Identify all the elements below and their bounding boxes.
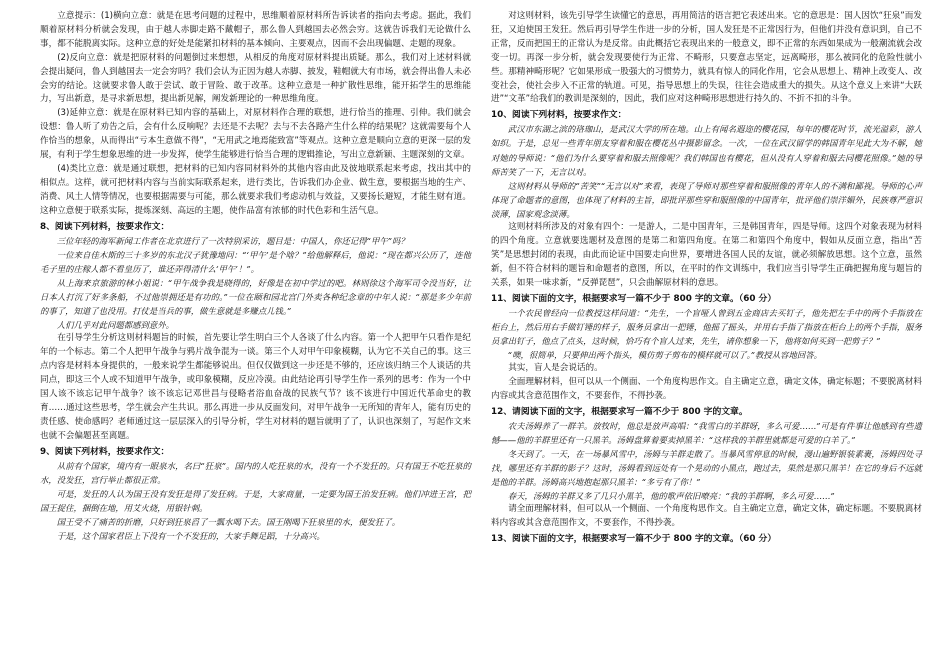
material-paragraph: 从上海来京旅游的林小姐说：“甲午战争我是晓得的，好像是在初中学过的吧。林则徐这个海军司令没当好，让日本人打沉了好多条船，不过他崇拥还是有功的。”一位在颐和园北宫门外卖各种纪念章的中年人说：“那是多少年前的事了，知道了也没用。打仗是当兵的事，做生意就是多赚点儿钱。” <box>40 277 471 317</box>
material-paragraph: 一个农民曾经向一位教授这样问道：“先生，一个盲哑人曾到五金商店去买钉子，他先把左手中的两个手指放在柜台上，然后用右手做钉锤的样子，服务员拿出一把锤，他摇了摇头，并用右手指了指放在柜台上的两个手指，服务员拿出钉子，他点了点头，这时候，恰巧有个盲人过来，先生，请你想象一下，他将如何买到一把剪子？” <box>491 307 922 346</box>
material-paragraph: 一位来自佳木斯的三十多岁的东北汉子犹豫地问：“‘甲午’是个啥？”给他解释后，他说：“现在都兴公历了，连他毛子里的庄稼人都不看皇历了，谁还弄得清什么‘甲午’！”。 <box>40 249 471 274</box>
material-paragraph: 春天，汤姆的羊群又多了几只小黑羊，他的歌声依旧嘹亮：“我的羊群啊，多么可爱……” <box>507 491 835 502</box>
question-heading: 8、阅读下列材料，按要求作文： <box>40 221 170 232</box>
question-heading: 11、阅读下面的文字，根据要求写一篇不少于 800 字的文章。（60 分） <box>491 293 777 304</box>
material-paragraph: 冬天到了。一天，在一场暴风雪中，汤姆与羊群走散了。当暴风雪停息的时候，漫山遍野银装素裹，汤姆四处寻找，哪里还有羊群的影子？这时，汤姆看到远处有一个晃动的小黑点，跑过去，果然是那只黑羊！在它的身后不远就是他的羊群。汤姆高兴地抱起那只黑羊：“多亏有了你！” <box>491 448 922 487</box>
paragraph: 对这则材料，该先引导学生读懂它的意思，再用简洁的语言把它表述出来。它的意思是：国人因饮“狂泉”而发狂，又迫使国王发狂。然后再引导学生作进一步的分析，国人发狂是不正常因行为，但他们并没有意识到，自己不正常，反而把国王的正常认为是反常。由此概括它表现出来的一般意义，即不正常的东西如果成为一般潮流就会改变一切。再深一步分析，就会发现要使行为正常、不畸形，只要意志坚定，远离畸形，那么被同化的危险性就小些。那精神畸形呢？它如果形成一股强大的习惯势力，就具有惊人的同化作用，它会从思想上、精神上改变人、改变社会，使社会步入不正常的轨道。可见，指导思想上的失误，往往会造成重大的损失。从这个意义上来讲“大跃进”“文革”给我们的教训是深刻的，因此，我们应对这种畸形思想进行持久的、不折不扣的斗争。 <box>491 11 922 105</box>
paragraph: 立意提示：(1)横向立意：就是在思考问题的过程中，思维顺着原材料所告诉读者的指向去考虑。据此，我们顺着原材料分析就会发现，由于越人赤脚走路不戴帽子，那么鲁人到越国去必然会穷。这就告诉我们无论做什么事，都不能脱离实际。这种立意的好处是能紧扣材料的基本倾向、主要观点，因而不会出现偏题、走题的现象。 <box>40 11 471 49</box>
material-paragraph: 这则材料从导师的“苦笑”“无言以对”来看，表现了导师对那些穿着和服照像的青年人的不满和鄙视。导师的心声体现了命题者的意图，也体现了材料的主旨，即批评那些穿和服照像的中国青年，批评他们崇洋媚外，民族尊严意识淡薄，国家观念淡薄。 <box>491 180 922 219</box>
material-paragraph: 从前有个国家，境内有一眼泉水，名曰“狂泉”。国内的人吃狂泉的水，没有一个不发狂的。只有国王不吃狂泉的水，没发狂，宫行举止都很正常。 <box>40 460 471 485</box>
question-heading: 9、阅读下列材料，按要求作文： <box>40 446 170 457</box>
question-heading: 13、阅读下面的文字，根据要求写一篇不少于 800 字的文章。（60 分） <box>491 534 777 544</box>
material-paragraph: 于是，这个国家君臣上下没有一个不发狂的，大家手舞足蹈，十分高兴。 <box>56 530 325 541</box>
material-paragraph: 可是，发狂的人认为国王没有发狂是得了发狂病。于是，大家商量，一定要为国王治发狂病。他们冲进王宫，把国王捉住，捆倒在地，用艾火烧，用银针刺。 <box>40 488 471 513</box>
paragraph: 请全面理解材料，但可以从一个侧面、一个角度构思作文。自主确定立意，确定文体，确定标题。不要脱离材料内容或其含意范围作文，不要套作，不得抄袭。 <box>491 504 922 529</box>
question-heading: 12、请阅读下面的文字，根据要求写一篇不少于 800 字的文章。 <box>491 406 748 417</box>
material-paragraph: 农夫汤姆养了一群羊。放牧时，他总是放声高唱：“我雪白的羊群呀，多么可爱……”可是有件事让他感到有些遗憾——他的羊群里还有一只黑羊。汤姆盘算着要卖掉黑羊：“这样我的羊群里就都是可爱的白羊了。” <box>491 420 922 445</box>
left-column <box>40 10 471 543</box>
paragraph: (3)延伸立意：就是在原材料已知内容的基础上，对原材料作合理的联想，进行恰当的推理、引伸。我们就会设想：鲁人听了劝告之后，会有什么反响呢？去还是不去呢？去与不去各路产生什么样的结果呢？这就需要每个人作恰当的想象，从而得出“亏本生意做不得”，“无用武之地焉能致富”等观点。这种立意是顺向立意的更深一层的发展，有利于学生想象思维的进一步发挥，使学生能够进行恰当合理的逻辑推论，写出立意新颖、主题深刻的文章。 <box>40 108 471 161</box>
material-paragraph: 三位年轻的海军新闻工作者在北京进行了一次特别采访，题目是：中国人，你还记得“甲午”吗？ <box>56 235 409 246</box>
paragraph: 其实，盲人是会说话的。 <box>508 362 603 373</box>
right-column <box>491 10 922 546</box>
paragraph: 这则材料所涉及的对象有四个：一是游人，二是中国青年，三是韩国青年，四是导师。这四个对象表现为材料的四个角度。立意就要选题材及意图的是第二和第四角度。在第二和第四个角度中，假如从反面立意，指出“苦笑”是思想封闭的表现，由此而论证中国要走向世界，要增进各国人民的友谊，就必须解放思想。这个立意，虽然新，但不符合材料的题旨和命题者的意图，所以，在平时的作文训练中，我们应当引导学生正确把握角度与题旨的关系，如果一味求新，“反弹琵琶”，只会曲解原材料的意思。 <box>491 222 922 288</box>
material-paragraph: 国王受不了痛苦的折磨，只好到狂泉舀了一瓢水喝下去。国王刚喝下狂泉里的水，便发狂了。 <box>56 516 401 527</box>
material-paragraph: 人们几乎对此问题都感到意外。 <box>56 320 175 331</box>
material-paragraph: 武汉市东湖之滨的珞珈山，是武汉大学的所在地。山上有闻名遐迩的樱花园，每年的樱花时节，流光溢彩，游人如织。于是，总见一些青年朋友穿着和服在樱花丛中摄影留念。一次，一位在武汉留学的韩国青年见此大为不解，她对她的导师说：“他们为什么要穿着和服去照像呢？我们韩国也有樱花，但从没有人穿着和服去同樱花照像。”她的导师苦笑了一下，无言以对。 <box>491 124 922 177</box>
paragraph: (4)类比立意：就是通过联想，把材料的已知内容同材料外的其他内容由此及彼地联系起来考虑，找出其中的相似点。这样，就可把材料内容与当前实际联系起来，进行类比，告诉我们办企业、做生意，要根据当地的生产、消费、风土人情等情况，也要根据需要与可能，那么就要求我们考虑动机与效益，又要扬长避短，才能生财有道。这种立意便于联系实际，提炼深刻、高远的主题，使作品富有浓郁的时代色彩和生活气息。 <box>40 163 471 216</box>
paragraph: 在引导学生分析这则材料题旨的时候，首先要让学生明白三个人各谈了什么内容。第一个人把甲午只看作是纪年的一个标志。第二个人把甲午战争与鸦片战争混为一谈。第三个人对甲午印象模糊，认为它不关自己的事。这三点内容是材料本身提供的，一般来说学生都能够说出。但仅仅做到这一步还是不够的，还应该归纳三个人谈话的共同点，即这三个人或不知道甲午战争，或印象模糊，反应冷漠。由此结论再引导学生作一系列的思考：作为一个中国人该不该忘记甲午战争？该不该忘记邓世昌与侵略者浴血奋战的民族气节？该不该进行中国近代革命史的教育……通过这些思考，学生就会产生共识。那么再进一步从反面发问，对甲午战争一无所知的青年人，能有历史的责任感、使命感吗？老师通过这一层层深入的引导分析，学生对材料的题旨就明了了，认识也深刻了，写起作文来也就不会偏题甚至离题。 <box>40 333 471 441</box>
question-heading: 10、阅读下列材料，按要求作文： <box>491 110 627 121</box>
paragraph: 全面理解材料，但可以从一个侧面、一个角度构思作文。自主确定立意，确定文体，确定标题；不要脱离材料内容或其含意范围作文，不要套作，不得抄袭。 <box>491 376 922 401</box>
paragraph: (2)反向立意：就是把原材料的问题倒过来想想，从相反的角度对原材料提出质疑。那么，我们对上述材料就会提出疑问，鲁人到越国去一定会穷吗？我们会认为正因为越人赤脚、披发，鞋帽就大有市场，就会得出鲁人未必会穷的结论。这就要求鲁人敢于尝试、敢于冒险、敢于改革。这种立意是一种扩散性思维，能开拓学生的思维能力，写出新意，是寻求新思想，提出新见解，阐发新理论的一种思维角度。 <box>40 52 471 105</box>
material-paragraph: “噢，很简单，只要伸出两个指头，模仿剪子剪布的模样就可以了。”教授从容地回答。 <box>507 349 823 360</box>
